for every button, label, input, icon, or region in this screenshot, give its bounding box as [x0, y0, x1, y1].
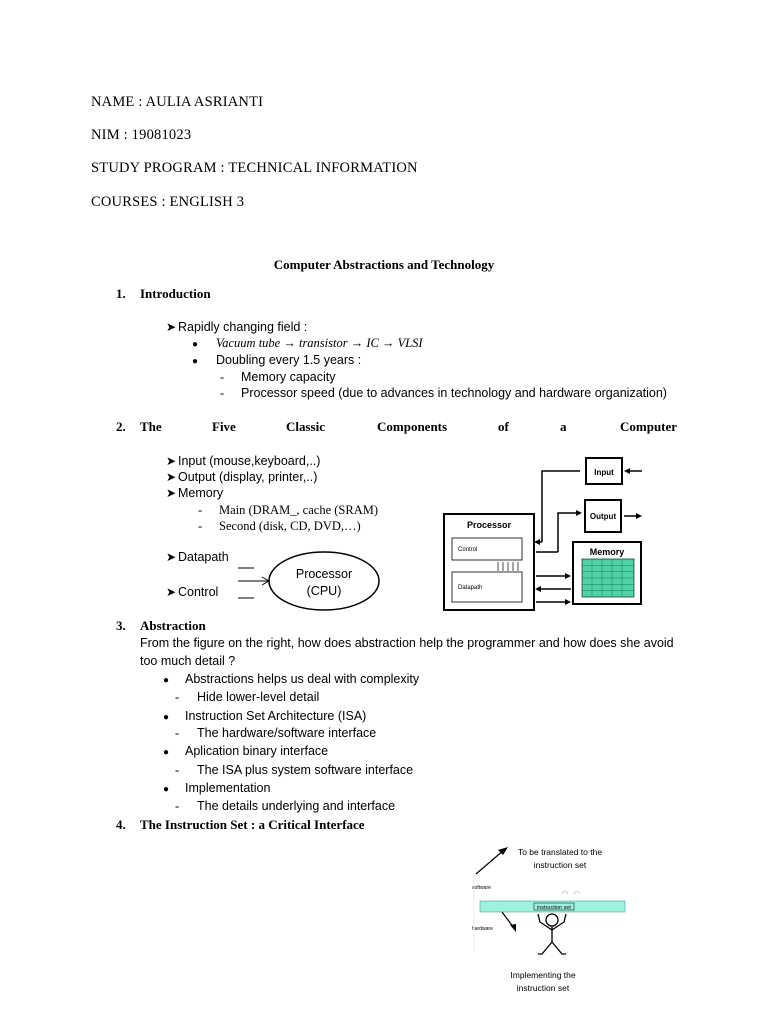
figure-caption-bottom-line2: instruction set — [516, 983, 570, 993]
dash-icon: - — [198, 519, 203, 533]
arrowhead-icon: ➤ — [166, 320, 177, 334]
s3-bullet-isa: Instruction Set Architecture (ISA) — [185, 709, 367, 723]
s1-sub-vacuum: Vacuum tube → transistor → IC → VLSI — [216, 336, 423, 350]
instruction-set-figure — [462, 842, 638, 1000]
cpu-label-line2: (CPU) — [306, 584, 342, 598]
stick-figure — [538, 914, 566, 954]
section-2-word: Components — [377, 419, 448, 434]
student-nim: NIM : 19081023 — [91, 127, 192, 143]
bullet-icon: ● — [163, 784, 170, 795]
section-3-heading: Abstraction — [140, 618, 206, 633]
dash-icon: - — [175, 726, 180, 740]
arrowhead-icon: ➤ — [166, 486, 177, 500]
figure-input-label: Input — [594, 468, 614, 477]
s3-bullet-implementation: Implementation — [185, 781, 271, 795]
figure-caption-bottom-line1: Implementing the — [510, 970, 576, 980]
cpu-label-line1: Processor — [295, 567, 353, 581]
section-1-number: 1. — [116, 286, 126, 301]
arrowhead-icon: ➤ — [166, 470, 177, 484]
arrowhead-icon: ➤ — [166, 585, 177, 599]
instruction-set-label: instruction set — [537, 905, 571, 911]
bullet-icon: ● — [163, 747, 170, 758]
s1-item-rapid: ➤ Rapidly changing field : — [166, 320, 308, 334]
dash-icon: - — [175, 799, 180, 813]
s3-paragraph-line1: From the figure on the right, how does abstraction help the programmer and how does she avoid — [140, 636, 674, 650]
section-2-number: 2. — [116, 419, 126, 434]
s2-item-input: ➤ Input (mouse,keyboard,..) — [166, 454, 321, 468]
s2-memory-main: Main (DRAM_, cache (SRAM) — [219, 503, 379, 517]
computer-components-figure — [440, 446, 656, 614]
cpu-ellipse — [269, 552, 379, 610]
dash-icon: - — [220, 370, 225, 384]
section-2-word: a — [560, 419, 567, 434]
course-name: COURSES : ENGLISH 3 — [91, 194, 245, 210]
figure-caption-top-line2: instruction set — [533, 860, 587, 870]
bullet-icon: ● — [192, 339, 199, 350]
s3-bullet-abi: Aplication binary interface — [185, 744, 329, 758]
arrowhead-icon: ➤ — [166, 454, 177, 468]
dash-icon: - — [220, 386, 225, 400]
figure-output-label: Output — [589, 512, 617, 521]
s2-memory-second: Second (disk, CD, DVD,…) — [219, 519, 361, 533]
s1-dash-memory: Memory capacity — [241, 370, 336, 384]
s2-item-control: ➤ Control — [166, 585, 219, 599]
document-title: Computer Abstractions and Technology — [273, 257, 495, 272]
section-2-word: Classic — [286, 419, 325, 434]
s2-item-datapath: ➤ Datapath — [166, 550, 229, 564]
s2-item-memory: ➤ Memory — [166, 486, 224, 500]
figure-processor-label: Processor — [466, 520, 512, 530]
figure-datapath-label: Datapath — [458, 585, 483, 591]
figure-caption-top-line1: To be translated to the — [517, 847, 603, 857]
student-name: NAME : AULIA ASRIANTI — [91, 94, 264, 110]
section-2-word: Computer — [620, 419, 678, 434]
section-2-word: The — [140, 419, 162, 434]
dash-icon: - — [198, 503, 203, 517]
bullet-icon: ● — [192, 356, 199, 367]
s3-bullet-abstractions: Abstractions helps us deal with complexity — [185, 672, 420, 686]
section-1-heading: Introduction — [140, 286, 211, 301]
s3-dash-hwsw: The hardware/software interface — [197, 726, 377, 740]
figure-control-label: Control — [458, 547, 478, 553]
study-program: STUDY PROGRAM : TECHNICAL INFORMATION — [91, 160, 418, 176]
s1-dash-processor: Processor speed (due to advances in technology and hardware organization) — [241, 386, 667, 400]
s2-item-output: ➤ Output (display, printer,..) — [166, 470, 318, 484]
bullet-icon: ● — [163, 712, 170, 723]
section-2-word: of — [498, 419, 509, 434]
section-4-heading: The Instruction Set : a Critical Interface — [140, 817, 365, 832]
s1-sub-doubling: Doubling every 1.5 years : — [216, 353, 362, 367]
s3-paragraph-line2: too much detail ? — [140, 654, 236, 668]
dash-icon: - — [175, 690, 180, 704]
section-2-word: Five — [212, 419, 236, 434]
hardware-label: hardware — [472, 926, 493, 932]
s3-dash-isa-plus: The ISA plus system software interface — [197, 763, 414, 777]
section-4-number: 4. — [116, 817, 126, 832]
software-label: software — [472, 885, 491, 891]
dash-icon: - — [175, 763, 180, 777]
arrowhead-icon: ➤ — [166, 550, 177, 564]
figure-memory-label: Memory — [589, 547, 625, 557]
section-3-number: 3. — [116, 618, 126, 633]
s3-dash-details: The details underlying and interface — [197, 799, 396, 813]
cpu-diagram — [234, 548, 386, 614]
s3-dash-hide: Hide lower-level detail — [197, 690, 320, 704]
bullet-icon: ● — [163, 675, 170, 686]
